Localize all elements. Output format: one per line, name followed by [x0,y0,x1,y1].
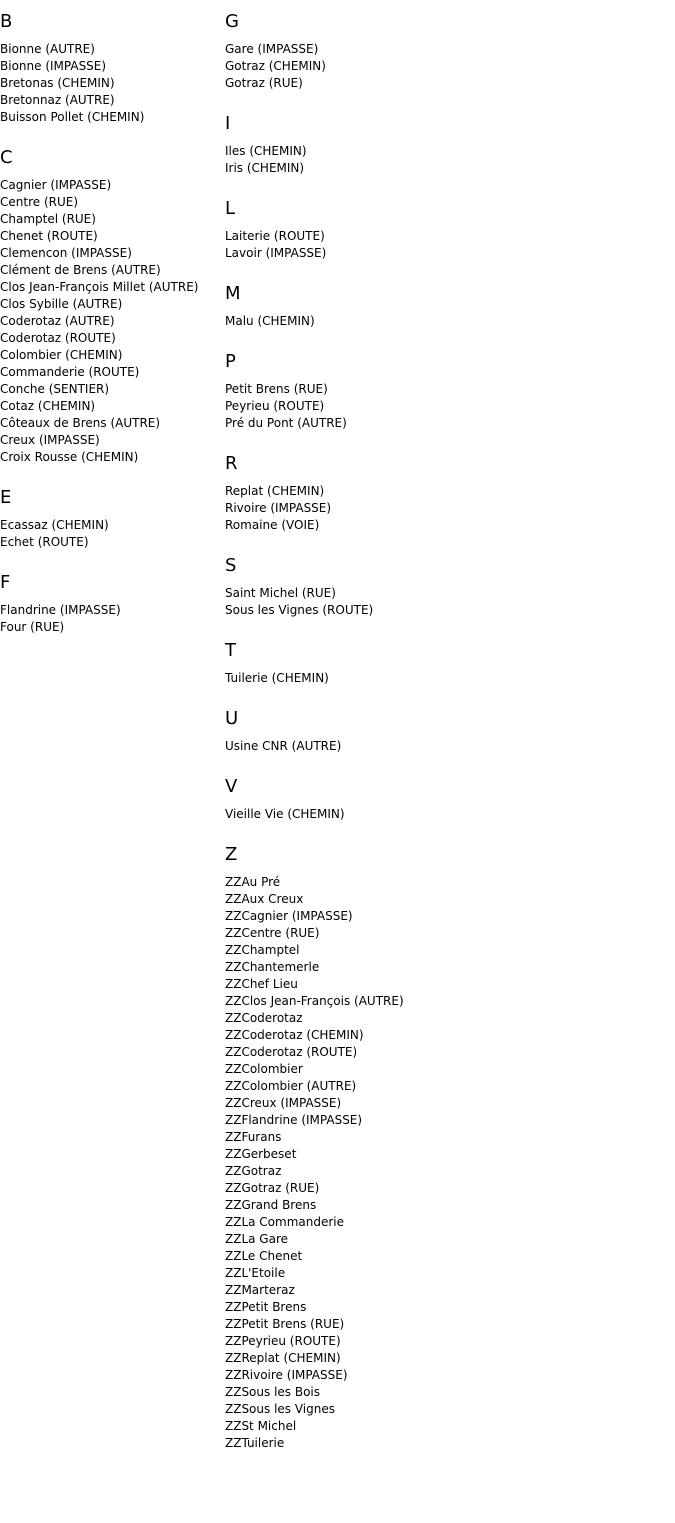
section-letter-heading: S [225,555,237,576]
street-link[interactable]: Creux (IMPASSE) [0,433,100,447]
street-link[interactable]: ZZChef Lieu [225,977,298,991]
street-link[interactable]: Iles (CHEMIN) [225,144,307,158]
street-link[interactable]: ZZColombier [225,1062,303,1076]
street-link[interactable]: Sous les Vignes (ROUTE) [225,603,374,617]
street-link[interactable]: ZZLe Chenet [225,1249,303,1263]
street-link[interactable]: Gotraz (CHEMIN) [225,59,326,73]
street-list [0,602,220,636]
street-link[interactable]: Tuilerie (CHEMIN) [225,671,329,685]
street-link[interactable]: ZZGerbeset [225,1147,297,1161]
street-link[interactable]: Rivoire (IMPASSE) [225,501,332,515]
street-list [225,585,665,619]
street-link[interactable]: Chenet (ROUTE) [0,229,98,243]
street-list [225,738,665,755]
street-link[interactable]: ZZPetit Brens (RUE) [225,1317,345,1331]
street-link[interactable]: ZZFlandrine (IMPASSE) [225,1113,363,1127]
section-letter-heading: G [225,11,239,32]
street-list [0,41,220,126]
letter-section-s [225,555,665,619]
section-letter-heading: U [225,708,239,729]
street-link[interactable]: Peyrieu (ROUTE) [225,399,325,413]
street-link[interactable]: ZZChantemerle [225,960,320,974]
street-link[interactable]: Saint Michel (RUE) [225,586,336,600]
street-link[interactable]: Champtel (RUE) [0,212,96,226]
street-list [225,381,665,432]
street-link[interactable]: ZZPetit Brens [225,1300,307,1314]
street-link[interactable]: Coderotaz (ROUTE) [0,331,116,345]
street-link[interactable]: Bretonnaz (AUTRE) [0,93,115,107]
street-link[interactable]: ZZCagnier (IMPASSE) [225,909,353,923]
street-link[interactable]: Four (RUE) [0,620,65,634]
letter-section-e [0,487,220,551]
street-list [225,670,665,687]
street-link[interactable]: ZZCoderotaz (ROUTE) [225,1045,358,1059]
letter-section-c [0,147,220,466]
street-link[interactable]: ZZGrand Brens [225,1198,317,1212]
street-link[interactable]: ZZReplat (CHEMIN) [225,1351,341,1365]
street-link[interactable]: ZZMarteraz [225,1283,295,1297]
street-link[interactable]: Cotaz (CHEMIN) [0,399,96,413]
section-letter-heading: L [225,198,236,219]
street-link[interactable]: ZZAu Pré [225,875,281,889]
street-link[interactable]: ZZCoderotaz (CHEMIN) [225,1028,364,1042]
street-link[interactable]: Lavoir (IMPASSE) [225,246,327,260]
street-link[interactable]: ZZSous les Vignes [225,1402,335,1416]
letter-section-p [225,351,665,432]
street-list [0,517,220,551]
street-link[interactable]: Colombier (CHEMIN) [0,348,123,362]
letter-section-b [0,11,220,126]
street-link[interactable]: Clos Jean-François Millet (AUTRE) [0,280,199,294]
section-letter-heading: T [225,640,236,661]
street-link[interactable]: Centre (RUE) [0,195,79,209]
street-list [225,41,665,92]
street-link[interactable]: Clemencon (IMPASSE) [0,246,132,260]
street-list [0,177,220,466]
street-link[interactable]: Bionne (IMPASSE) [0,59,107,73]
section-letter-heading: R [225,453,238,474]
street-link[interactable]: ZZPeyrieu (ROUTE) [225,1334,341,1348]
street-list [225,874,665,1452]
section-letter-heading: M [225,283,241,304]
street-link[interactable]: Cagnier (IMPASSE) [0,178,112,192]
street-link[interactable]: ZZTuilerie [225,1436,285,1450]
street-link[interactable]: Coderotaz (AUTRE) [0,314,115,328]
street-list [225,483,665,534]
section-letter-heading: V [225,776,238,797]
street-link[interactable]: ZZCentre (RUE) [225,926,320,940]
street-link[interactable]: Clément de Brens (AUTRE) [0,263,161,277]
street-link[interactable]: Croix Rousse (CHEMIN) [0,450,139,464]
street-link[interactable]: Replat (CHEMIN) [225,484,325,498]
letter-section-u [225,708,665,755]
letter-section-g [225,11,665,92]
street-list [225,806,665,823]
letter-section-f [0,572,220,636]
street-link[interactable]: ZZGotraz (RUE) [225,1181,320,1195]
section-letter-heading: B [0,11,13,32]
street-link[interactable]: Petit Brens (RUE) [225,382,328,396]
street-link[interactable]: Flandrine (IMPASSE) [0,603,121,617]
street-link[interactable]: Vieille Vie (CHEMIN) [225,807,345,821]
street-index-right-column [225,0,665,1473]
street-link[interactable]: ZZCreux (IMPASSE) [225,1096,342,1110]
street-link[interactable]: Commanderie (ROUTE) [0,365,140,379]
section-letter-heading: I [225,113,231,134]
street-link[interactable]: Conche (SENTIER) [0,382,110,396]
street-link[interactable]: ZZFurans [225,1130,282,1144]
letter-section-l [225,198,665,262]
street-link[interactable]: Côteaux de Brens (AUTRE) [0,416,161,430]
street-link[interactable]: ZZChamptel [225,943,300,957]
street-link[interactable]: Bretonas (CHEMIN) [0,76,115,90]
street-link[interactable]: ZZSous les Bois [225,1385,321,1399]
street-link[interactable]: ZZGotraz [225,1164,282,1178]
street-link[interactable]: ZZLa Gare [225,1232,288,1246]
letter-section-m [225,283,665,330]
street-list [225,228,665,262]
letter-section-r [225,453,665,534]
street-link[interactable]: ZZCoderotaz [225,1011,303,1025]
section-letter-heading: E [0,487,12,508]
street-list [225,143,665,177]
street-link[interactable]: ZZLa Commanderie [225,1215,345,1229]
letter-section-t [225,640,665,687]
street-link[interactable]: ZZL'Etoile [225,1266,286,1280]
section-letter-heading: P [225,351,236,372]
street-link[interactable]: Laiterie (ROUTE) [225,229,325,243]
street-link[interactable]: Gotraz (RUE) [225,76,303,90]
street-link[interactable]: Iris (CHEMIN) [225,161,305,175]
street-link[interactable]: Pré du Pont (AUTRE) [225,416,347,430]
street-link[interactable]: ZZSt Michel [225,1419,297,1433]
section-letter-heading: Z [225,844,238,865]
street-link[interactable]: Clos Sybille (AUTRE) [0,297,123,311]
street-link[interactable]: ZZRivoire (IMPASSE) [225,1368,348,1382]
street-link[interactable]: Romaine (VOIE) [225,518,320,532]
section-letter-heading: C [0,147,13,168]
section-letter-heading: F [0,572,11,593]
street-link[interactable]: ZZAux Creux [225,892,304,906]
letter-section-v [225,776,665,823]
street-link[interactable]: Gare (IMPASSE) [225,42,319,56]
street-list [225,313,665,330]
street-link[interactable]: Malu (CHEMIN) [225,314,315,328]
letter-section-z [225,844,665,1452]
letter-section-i [225,113,665,177]
street-link[interactable]: Buisson Pollet (CHEMIN) [0,110,145,124]
street-link[interactable]: Echet (ROUTE) [0,535,89,549]
street-index-left-column [0,0,220,657]
street-link[interactable]: Bionne (AUTRE) [0,42,95,56]
street-link[interactable]: Usine CNR (AUTRE) [225,739,342,753]
street-link[interactable]: ZZColombier (AUTRE) [225,1079,357,1093]
street-link[interactable]: Ecassaz (CHEMIN) [0,518,109,532]
street-link[interactable]: ZZClos Jean-François (AUTRE) [225,994,404,1008]
